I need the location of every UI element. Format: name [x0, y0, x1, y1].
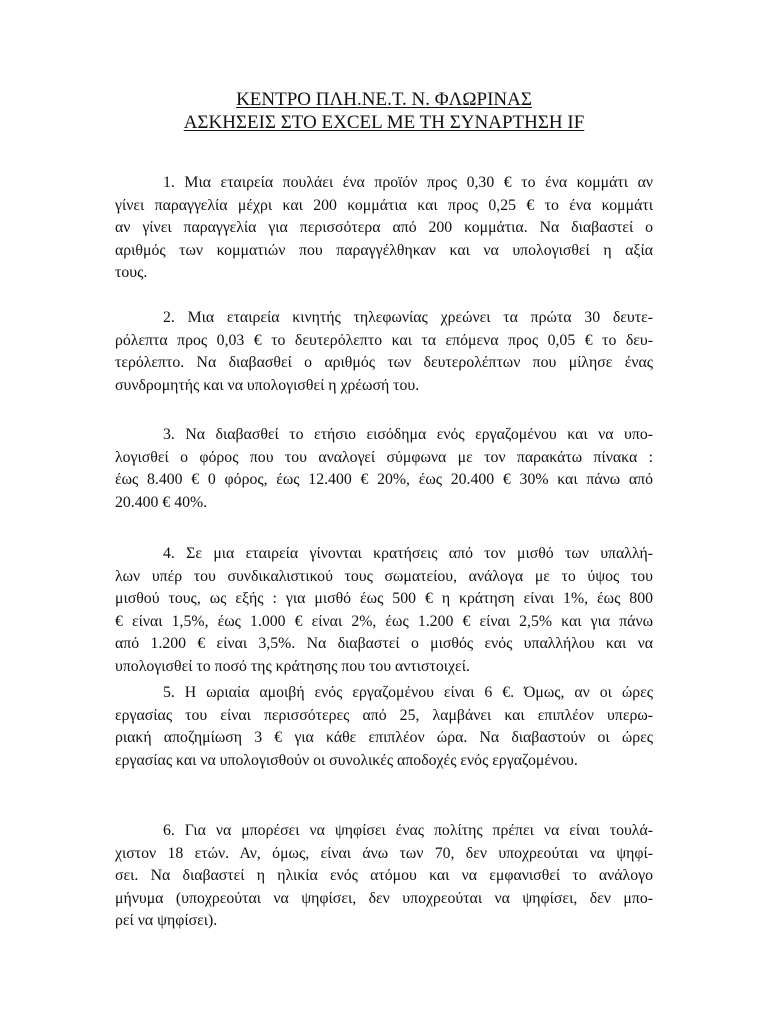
exercise-line: αριθμός των κομματιών που παραγγέλθηκαν και να υπολογισθεί η αξία	[115, 241, 653, 259]
exercise-line: μήνυμα (υποχρεούται να ψηφίσει, δεν υποχρεούται να ψηφίσει, δεν μπο-	[115, 889, 653, 907]
exercise-line: ρεί να ψηφίσει).	[115, 912, 218, 929]
document-title-line-2: ΑΣΚΗΣΕΙΣ ΣΤΟ EXCEL ΜΕ ΤΗ ΣΥΝΑΡΤΗΣΗ IF	[183, 112, 585, 133]
exercise-line: λων υπέρ του συνδικαλιστικού τους σωματείου, ανάλογα με το ύψος του	[115, 567, 653, 585]
exercise-line: χιστον 18 ετών. Αν, όμως, είναι άνω των 70, δεν υποχρεούται να ψηφί-	[115, 844, 653, 862]
exercise-line: 20.400 € 40%.	[115, 493, 208, 511]
exercise-line: υπολογισθεί το ποσό της κράτησης που του αντιστοιχεί.	[115, 657, 470, 675]
exercise-line: εργασίας του είναι περισσότερες από 25, λαμβάνει και επιπλέον υπερω-	[115, 706, 653, 724]
document-title-line-1: ΚΕΝΤΡΟ ΠΛΗ.ΝΕ.Τ. Ν. ΦΛΩΡΙΝΑΣ	[236, 89, 532, 110]
exercise-line: γίνει παραγγελία μέχρι και 200 κομμάτια και προς 0,25 € το ένα κομμάτι	[115, 196, 653, 214]
exercise-line: 6. Για να μπορέσει να ψηφίσει ένας πολίτης πρέπει να είναι τουλά-	[163, 822, 653, 839]
exercise-line: εργασίας και να υπολογισθούν οι συνολικές αποδοχές ενός εργαζομένου.	[115, 751, 578, 769]
exercise-line: ριακή αποζημίωση 3 € για κάθε επιπλέον ώρα. Να διαβαστούν οι ώρες	[115, 729, 653, 746]
exercise-line: 5. Η ωριαία αμοιβή ενός εργαζομένου είναι 6 €. Όμως, αν οι ώρες	[163, 684, 653, 701]
exercise-1	[115, 172, 653, 285]
exercise-3	[115, 424, 653, 514]
exercise-line: 3. Να διαβασθεί το ετήσιο εισόδημα ενός εργαζομένου και να υπο-	[163, 426, 653, 443]
exercise-line: 4. Σε μια εταιρεία γίνονται κρατήσεις από τον μισθό των υπαλλή-	[163, 545, 653, 562]
exercise-line: αν γίνει παραγγελία για περισσότερα από 200 κομμάτια. Να διαβαστεί ο	[115, 219, 653, 236]
exercise-line: τους.	[115, 264, 148, 281]
exercise-2	[115, 307, 653, 397]
exercise-line: μισθού τους, ως εξής : για μισθό έως 500 € η κράτηση είναι 1%, έως 800	[115, 590, 653, 607]
exercise-line: από 1.200 € είναι 3,5%. Να διαβαστεί ο μισθός ενός υπαλλήλου και να	[115, 635, 653, 652]
exercise-line: συνδρομητής και να υπολογισθεί η χρέωσή του.	[115, 376, 420, 394]
exercise-line: τερόλεπτο. Να διαβασθεί ο αριθμός των δευτερολέπτων που μίλησε ένας	[115, 354, 653, 371]
exercise-line: σει. Να διαβαστεί η ηλικία ενός ατόμου και να εμφανισθεί το ανάλογο	[115, 867, 653, 884]
exercise-line: έως 8.400 € 0 φόρος, έως 12.400 € 20%, έως 20.400 € 30% και πάνω από	[115, 471, 653, 488]
exercise-line: λογισθεί ο φόρος που του αναλογεί σύμφωνα με τον παρακάτω πίνακα :	[115, 448, 653, 466]
exercise-4	[115, 543, 653, 678]
exercise-line: 2. Μια εταιρεία κινητής τηλεφωνίας χρεώνει τα πρώτα 30 δευτε-	[163, 309, 653, 326]
exercise-line: 1. Μια εταιρεία πουλάει ένα προϊόν προς 0,30 € το ένα κομμάτι αν	[163, 174, 653, 191]
exercise-line: € είναι 1,5%, έως 1.000 € είναι 2%, έως 1.200 € είναι 2,5% και για πάνω	[115, 612, 653, 630]
exercise-line: ρόλεπτα προς 0,03 € το δευτερόλεπτο και τα επόμενα προς 0,05 € το δευ-	[115, 331, 653, 349]
exercise-5	[115, 682, 653, 772]
exercise-6	[115, 820, 653, 933]
